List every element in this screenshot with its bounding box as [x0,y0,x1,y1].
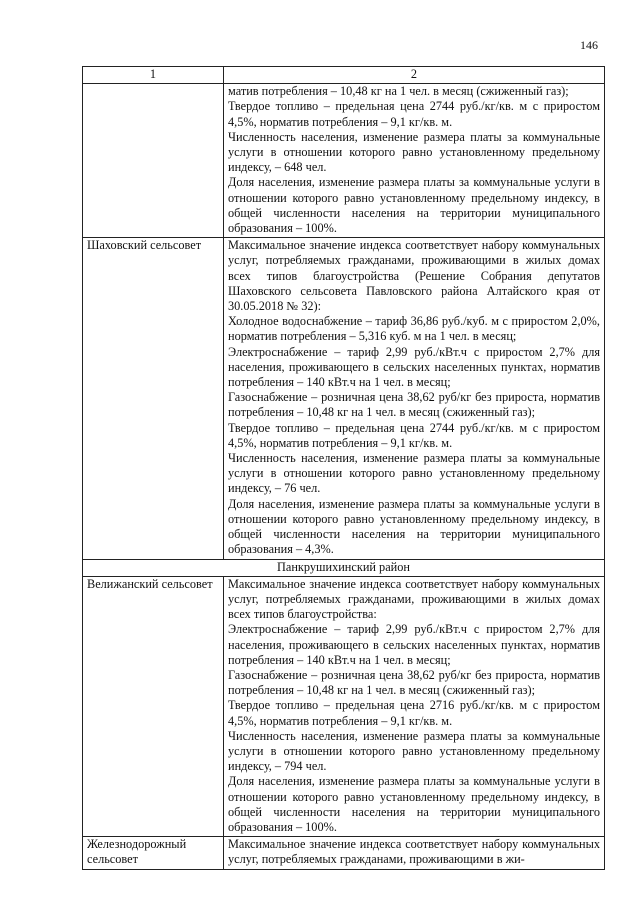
indicator-cell [224,238,605,559]
municipality-name: Шаховский сельсовет [83,238,224,559]
paragraph: Твердое топливо – предельная цена 2716 руб./кг/кв. м с приростом 4,5%, норматив потребления – 9,1 кг/кв. м. [228,698,600,728]
paragraph: Твердое топливо – предельная цена 2744 руб./кг/кв. м с приростом 4,5%, норматив потребления – 9,1 кг/кв. м. [228,420,600,450]
municipality-name: Железнодорожный сельсовет [83,837,224,869]
paragraph: Твердое топливо – предельная цена 2744 руб./кг/кв. м с приростом 4,5%, норматив потребления – 9,1 кг/кв. м. [228,99,600,129]
header-col-1: 1 [83,67,224,84]
municipality-name [83,84,224,238]
paragraph: Газоснабжение – розничная цена 38,62 руб/кг без прироста, норматив потребления – 10,48 кг на 1 чел. в месяц (сжиженный газ); [228,390,600,420]
paragraph: матив потребления – 10,48 кг на 1 чел. в месяц (сжиженный газ); [228,84,569,99]
page-number: 146 [580,38,598,52]
header-col-2: 2 [224,67,605,84]
indicator-cell [224,576,605,836]
paragraph: Доля населения, изменение размера платы за коммунальные услуги в отношении которого равно установленному предельному индексу, в общей численности населения на территории муниципального образования – 100%. [228,175,600,236]
paragraph: Максимальное значение индекса соответствует набору коммунальных услуг, потребляемых гражданами, проживающими в жи- [228,837,600,867]
district-heading: Панкрушихинский район [83,559,605,576]
paragraph: Максимальное значение индекса соответствует набору коммунальных услуг, потребляемых гражданами, проживающими в жилых домах всех типов благоустройства: [228,576,600,622]
table-row [83,576,605,836]
paragraph: Доля населения, изменение размера платы за коммунальные услуги в отношении которого равно установленному предельному индексу, в общей численности населения на территории муниципального образования – 4,3%. [228,496,600,557]
paragraph: Электроснабжение – тариф 2,99 руб./кВт.ч с приростом 2,7% для населения, проживающего в сельских населенных пунктах, норматив потребления – 140 кВт.ч на 1 чел. в месяц; [228,344,600,390]
tariff-table [82,66,605,870]
paragraph: Численность населения, изменение размера платы за коммунальные услуги в отношении которого равно установленному предельному индексу, – 648 чел. [228,129,600,175]
table-row [83,84,605,238]
paragraph: Численность населения, изменение размера платы за коммунальные услуги в отношении которого равно установленному предельному индексу, – 794 чел. [228,728,600,774]
section-row [83,559,605,576]
paragraph: Электроснабжение – тариф 2,99 руб./кВт.ч с приростом 2,7% для населения, проживающего в сельских населенных пунктах, норматив потребления – 140 кВт.ч на 1 чел. в месяц; [228,622,600,667]
table-row [83,837,605,869]
municipality-name: Велижанский сельсовет [83,576,224,836]
paragraph: Холодное водоснабжение – тариф 36,86 руб./куб. м с приростом 2,0%, норматив потребления – 5,316 куб. м на 1 чел. в месяц; [228,314,600,344]
paragraph: Численность населения, изменение размера платы за коммунальные услуги в отношении которого равно установленному предельному индексу, – 76 чел. [228,451,600,496]
table-row [83,238,605,559]
paragraph: Газоснабжение – розничная цена 38,62 руб/кг без прироста, норматив потребления – 10,48 кг на 1 чел. в месяц (сжиженный газ); [228,667,600,698]
indicator-cell [224,84,605,238]
table-header-row [83,67,605,84]
indicator-cell [224,837,605,869]
paragraph: Доля населения, изменение размера платы за коммунальные услуги в отношении которого равно установленному предельному индексу, в общей численности населения на территории муниципального образования – 100%. [228,774,600,834]
paragraph: Максимальное значение индекса соответствует набору коммунальных услуг, потребляемых гражданами, проживающими в жилых домах всех типов благоустройства (Решение Собрания депутатов Шаховского сельсовета Павловского района Алтайского края от 30.05.2018 № 32): [228,238,600,314]
